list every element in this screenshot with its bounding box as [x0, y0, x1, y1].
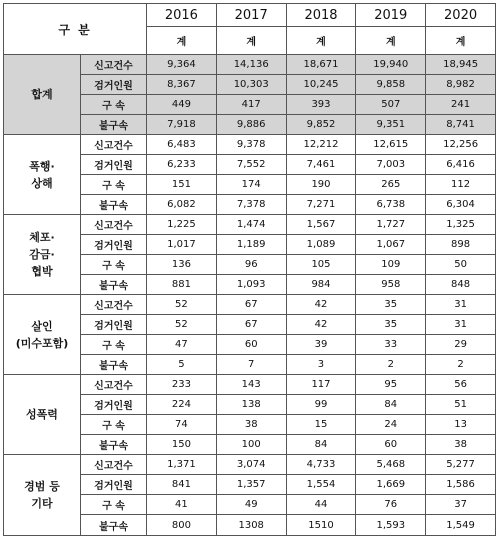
- table-row: [4, 55, 496, 75]
- value-cell: 74: [147, 415, 217, 435]
- statistics-table: [3, 3, 496, 536]
- value-cell: 241: [426, 95, 496, 115]
- value-cell: 8,982: [426, 75, 496, 95]
- value-cell: 56: [426, 375, 496, 395]
- value-cell: 841: [147, 475, 217, 495]
- value-cell: 138: [216, 395, 286, 415]
- row-label: 검거인원: [81, 395, 147, 415]
- value-cell: 1,554: [286, 475, 356, 495]
- value-cell: 9,852: [286, 115, 356, 135]
- row-label: 구 속: [81, 415, 147, 435]
- value-cell: 6,304: [426, 195, 496, 215]
- value-cell: 507: [356, 95, 426, 115]
- value-cell: 1,225: [147, 215, 217, 235]
- value-cell: 7,461: [286, 155, 356, 175]
- value-cell: 50: [426, 255, 496, 275]
- value-cell: 174: [216, 175, 286, 195]
- year-header: 2016: [147, 4, 217, 27]
- value-cell: 1,067: [356, 235, 426, 255]
- value-cell: 44: [286, 495, 356, 515]
- row-label: 검거인원: [81, 155, 147, 175]
- value-cell: 3,074: [216, 455, 286, 475]
- value-cell: 31: [426, 315, 496, 335]
- value-cell: 1,325: [426, 215, 496, 235]
- value-cell: 7: [216, 355, 286, 375]
- value-cell: 5: [147, 355, 217, 375]
- value-cell: 5,277: [426, 455, 496, 475]
- row-label: 구 속: [81, 335, 147, 355]
- value-cell: 12,212: [286, 135, 356, 155]
- value-cell: 8,367: [147, 75, 217, 95]
- category-label: [4, 295, 81, 375]
- value-cell: 417: [216, 95, 286, 115]
- row-label: 불구속: [81, 275, 147, 295]
- row-label: 검거인원: [81, 75, 147, 95]
- row-label: 구 속: [81, 95, 147, 115]
- year-header: 2019: [356, 4, 426, 27]
- value-cell: 60: [356, 435, 426, 455]
- year-header-row: [4, 4, 496, 27]
- value-cell: 449: [147, 95, 217, 115]
- table-body: [4, 55, 496, 536]
- value-cell: 1,017: [147, 235, 217, 255]
- value-cell: 1,189: [216, 235, 286, 255]
- value-cell: 49: [216, 495, 286, 515]
- row-label: 검거인원: [81, 315, 147, 335]
- value-cell: 1,727: [356, 215, 426, 235]
- value-cell: 18,945: [426, 55, 496, 75]
- row-label: 검거인원: [81, 235, 147, 255]
- row-label: 구 속: [81, 175, 147, 195]
- value-cell: 13: [426, 415, 496, 435]
- value-cell: 1,549: [426, 515, 496, 536]
- value-cell: 15: [286, 415, 356, 435]
- value-cell: 6,082: [147, 195, 217, 215]
- value-cell: 67: [216, 315, 286, 335]
- value-cell: 2: [356, 355, 426, 375]
- value-cell: 112: [426, 175, 496, 195]
- value-cell: 6,416: [426, 155, 496, 175]
- category-label-line: 상해: [31, 176, 53, 190]
- row-label: 신고건수: [81, 55, 147, 75]
- value-cell: 95: [356, 375, 426, 395]
- value-cell: 24: [356, 415, 426, 435]
- category-label-line: 성폭력: [26, 408, 58, 421]
- value-cell: 9,858: [356, 75, 426, 95]
- row-label: 불구속: [81, 435, 147, 455]
- value-cell: 7,378: [216, 195, 286, 215]
- value-cell: 9,351: [356, 115, 426, 135]
- value-cell: 52: [147, 295, 217, 315]
- value-cell: 42: [286, 295, 356, 315]
- value-cell: 958: [356, 275, 426, 295]
- value-cell: 136: [147, 255, 217, 275]
- row-label: 신고건수: [81, 455, 147, 475]
- category-label: [4, 135, 81, 215]
- value-cell: 117: [286, 375, 356, 395]
- value-cell: 233: [147, 375, 217, 395]
- table-row: [4, 135, 496, 155]
- row-label: 불구속: [81, 355, 147, 375]
- value-cell: 31: [426, 295, 496, 315]
- value-cell: 1,093: [216, 275, 286, 295]
- value-cell: 5,468: [356, 455, 426, 475]
- year-header: 2020: [426, 4, 496, 27]
- value-cell: 1,474: [216, 215, 286, 235]
- row-label: 불구속: [81, 115, 147, 135]
- value-cell: 96: [216, 255, 286, 275]
- value-cell: 99: [286, 395, 356, 415]
- value-cell: 109: [356, 255, 426, 275]
- category-label-line: 협박: [31, 265, 53, 278]
- value-cell: 393: [286, 95, 356, 115]
- value-cell: 2: [426, 355, 496, 375]
- value-cell: 41: [147, 495, 217, 515]
- value-cell: 14,136: [216, 55, 286, 75]
- value-cell: 37: [426, 495, 496, 515]
- category-label-line: 합계: [31, 88, 53, 101]
- total-header: 계: [286, 27, 356, 55]
- value-cell: 29: [426, 335, 496, 355]
- category-label-line: 살인: [31, 319, 53, 333]
- value-cell: 19,940: [356, 55, 426, 75]
- value-cell: 4,733: [286, 455, 356, 475]
- value-cell: 12,615: [356, 135, 426, 155]
- row-label: 구 속: [81, 255, 147, 275]
- value-cell: 7,552: [216, 155, 286, 175]
- row-label: 신고건수: [81, 135, 147, 155]
- total-header: 계: [356, 27, 426, 55]
- value-cell: 1510: [286, 515, 356, 536]
- value-cell: 35: [356, 315, 426, 335]
- value-cell: 7,271: [286, 195, 356, 215]
- row-label: 불구속: [81, 195, 147, 215]
- row-label: 검거인원: [81, 475, 147, 495]
- total-header: 계: [216, 27, 286, 55]
- value-cell: 38: [426, 435, 496, 455]
- value-cell: 105: [286, 255, 356, 275]
- year-header: 2018: [286, 4, 356, 27]
- value-cell: 84: [356, 395, 426, 415]
- value-cell: 1308: [216, 515, 286, 536]
- total-header: 계: [426, 27, 496, 55]
- value-cell: 6,738: [356, 195, 426, 215]
- value-cell: 1,593: [356, 515, 426, 536]
- value-cell: 10,303: [216, 75, 286, 95]
- value-cell: 190: [286, 175, 356, 195]
- table-row: [4, 295, 496, 315]
- value-cell: 3: [286, 355, 356, 375]
- category-label: [4, 375, 81, 455]
- value-cell: 1,586: [426, 475, 496, 495]
- value-cell: 33: [356, 335, 426, 355]
- table-row: [4, 215, 496, 235]
- value-cell: 6,233: [147, 155, 217, 175]
- value-cell: 1,371: [147, 455, 217, 475]
- value-cell: 1,567: [286, 215, 356, 235]
- value-cell: 47: [147, 335, 217, 355]
- value-cell: 9,886: [216, 115, 286, 135]
- value-cell: 18,671: [286, 55, 356, 75]
- value-cell: 100: [216, 435, 286, 455]
- value-cell: 984: [286, 275, 356, 295]
- value-cell: 1,089: [286, 235, 356, 255]
- value-cell: 151: [147, 175, 217, 195]
- category-header: 구 분: [4, 4, 147, 55]
- value-cell: 224: [147, 395, 217, 415]
- value-cell: 848: [426, 275, 496, 295]
- category-label-line: 체포·: [29, 231, 55, 244]
- row-label: 신고건수: [81, 375, 147, 395]
- value-cell: 51: [426, 395, 496, 415]
- category-label: [4, 55, 81, 135]
- value-cell: 12,256: [426, 135, 496, 155]
- value-cell: 800: [147, 515, 217, 536]
- value-cell: 9,378: [216, 135, 286, 155]
- value-cell: 1,357: [216, 475, 286, 495]
- value-cell: 52: [147, 315, 217, 335]
- category-label-line: 기타: [31, 497, 53, 510]
- value-cell: 7,003: [356, 155, 426, 175]
- value-cell: 9,364: [147, 55, 217, 75]
- value-cell: 6,483: [147, 135, 217, 155]
- value-cell: 67: [216, 295, 286, 315]
- value-cell: 881: [147, 275, 217, 295]
- category-label: [4, 215, 81, 295]
- value-cell: 35: [356, 295, 426, 315]
- category-label: [4, 455, 81, 536]
- value-cell: 265: [356, 175, 426, 195]
- value-cell: 60: [216, 335, 286, 355]
- value-cell: 7,918: [147, 115, 217, 135]
- value-cell: 8,741: [426, 115, 496, 135]
- value-cell: 898: [426, 235, 496, 255]
- year-header: 2017: [216, 4, 286, 27]
- category-label-line: (미수포함): [15, 336, 69, 350]
- value-cell: 38: [216, 415, 286, 435]
- row-label: 신고건수: [81, 295, 147, 315]
- value-cell: 1,669: [356, 475, 426, 495]
- category-label-line: 감금·: [29, 248, 55, 261]
- value-cell: 143: [216, 375, 286, 395]
- value-cell: 10,245: [286, 75, 356, 95]
- category-label-line: 폭행·: [29, 159, 55, 173]
- total-header: 계: [147, 27, 217, 55]
- row-label: 신고건수: [81, 215, 147, 235]
- value-cell: 150: [147, 435, 217, 455]
- table-row: [4, 375, 496, 395]
- row-label: 불구속: [81, 515, 147, 536]
- value-cell: 39: [286, 335, 356, 355]
- value-cell: 76: [356, 495, 426, 515]
- row-label: 구 속: [81, 495, 147, 515]
- value-cell: 84: [286, 435, 356, 455]
- table-row: [4, 455, 496, 475]
- value-cell: 42: [286, 315, 356, 335]
- category-label-line: 경범 등: [24, 480, 60, 493]
